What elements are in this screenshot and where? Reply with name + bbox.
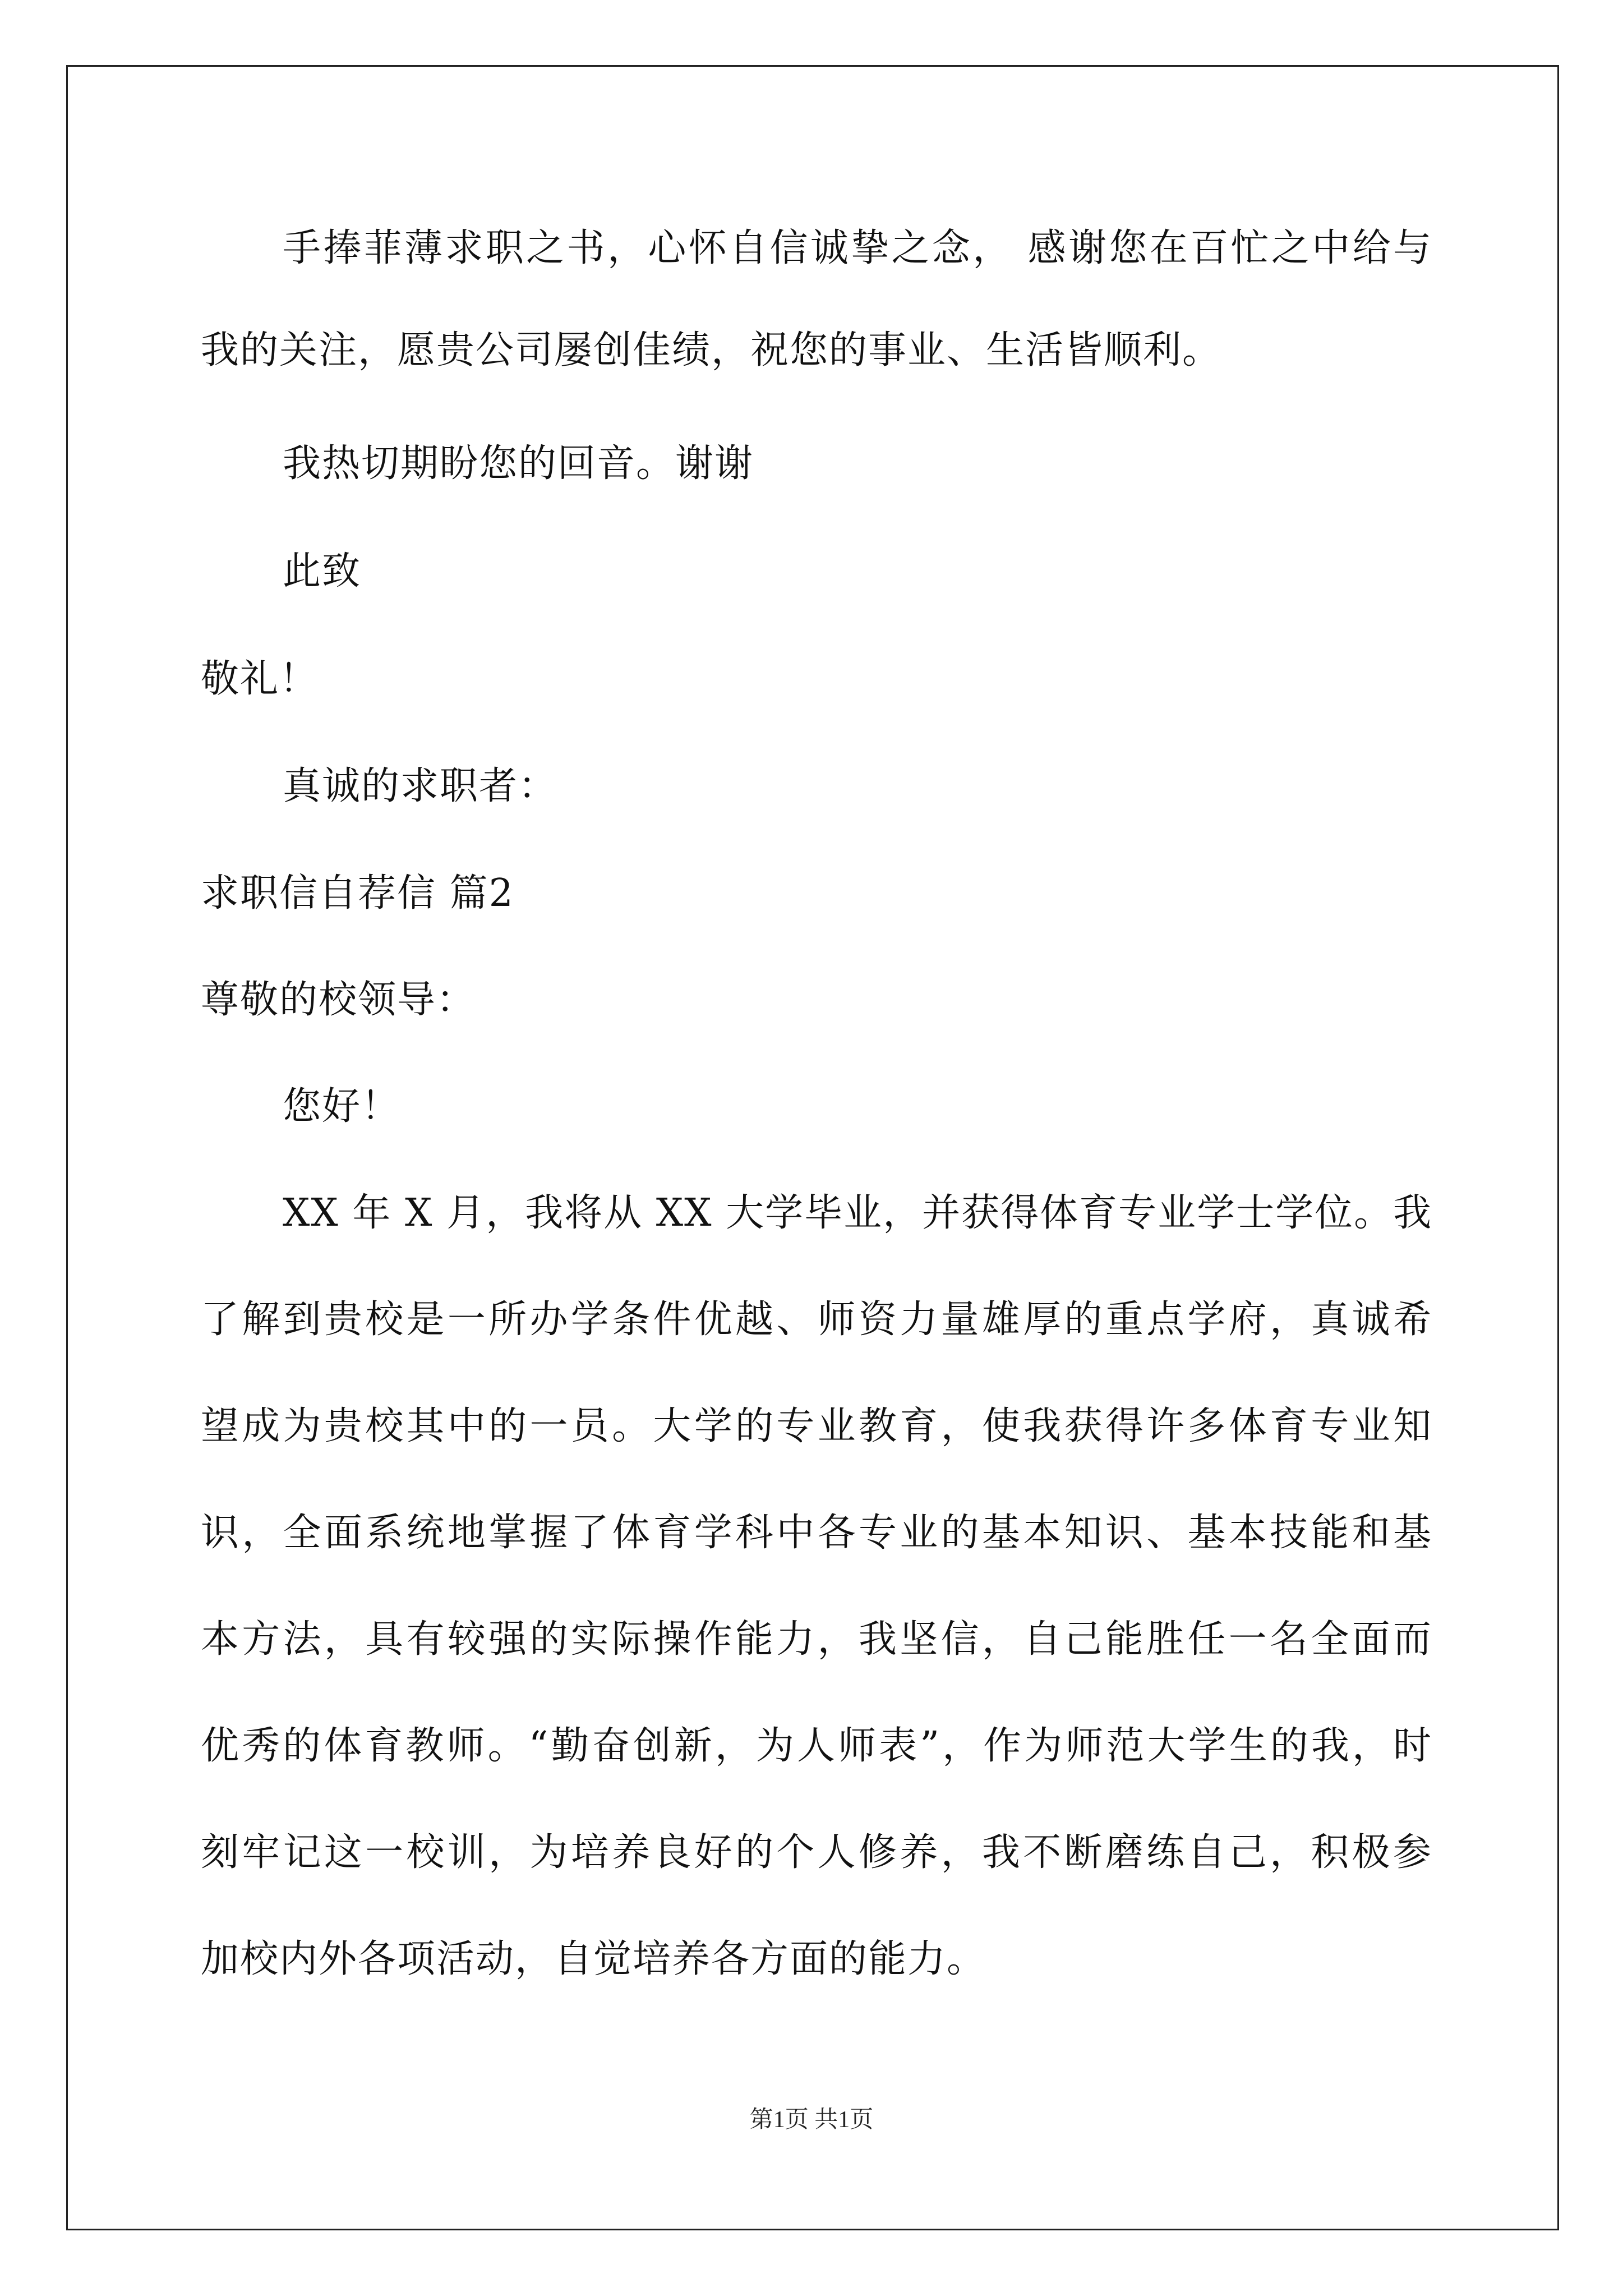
closing-paragraph-line-1: 手捧菲薄求职之书，心怀自信诚挚之念， 感谢您在百忙之中给与 — [283, 226, 1432, 270]
body-paragraph-line-4: 识，全面系统地掌握了体育学科中各专业的基本知识、基本技能和基 — [201, 1511, 1432, 1555]
signature-line: 真诚的求职者： — [283, 764, 558, 808]
body-paragraph-line-1: XX 年 X 月，我将从 XX 大学毕业，并获得体育专业学士学位。我 — [283, 1191, 1432, 1235]
salutation-cizhi: 此致 — [283, 549, 362, 593]
body-paragraph-line-6: 优秀的体育教师。“勤奋创新，为人师表”，作为师范大学生的我，时 — [201, 1724, 1432, 1768]
closing-paragraph-line-2: 我的关注，愿贵公司屡创佳绩，祝您的事业、生活皆顺利。 — [201, 328, 1222, 372]
greeting-line: 您好！ — [283, 1084, 401, 1129]
body-paragraph-line-8: 加校内外各项活动，自觉培养各方面的能力。 — [201, 1937, 986, 1981]
recipient-line: 尊敬的校领导： — [201, 978, 476, 1022]
page-footer: 第1页 共1页 — [749, 2107, 874, 2133]
await-reply-line: 我热切期盼您的回音。谢谢 — [283, 441, 754, 486]
body-paragraph-line-7: 刻牢记这一校训，为培养良好的个人修养，我不断磨练自己，积极参 — [201, 1830, 1432, 1875]
body-paragraph-line-3: 望成为贵校其中的一员。大学的专业教育，使我获得许多体育专业知 — [201, 1404, 1432, 1448]
body-paragraph-line-2: 了解到贵校是一所办学条件优越、师资力量雄厚的重点学府，真诚希 — [201, 1297, 1432, 1342]
salutation-jingli: 敬礼！ — [201, 657, 319, 701]
page-border — [66, 65, 1559, 2230]
body-paragraph-line-5: 本方法，具有较强的实际操作能力，我坚信，自己能胜任一名全面而 — [201, 1617, 1432, 1662]
section-heading: 求职信自荐信 篇2 — [201, 871, 514, 915]
